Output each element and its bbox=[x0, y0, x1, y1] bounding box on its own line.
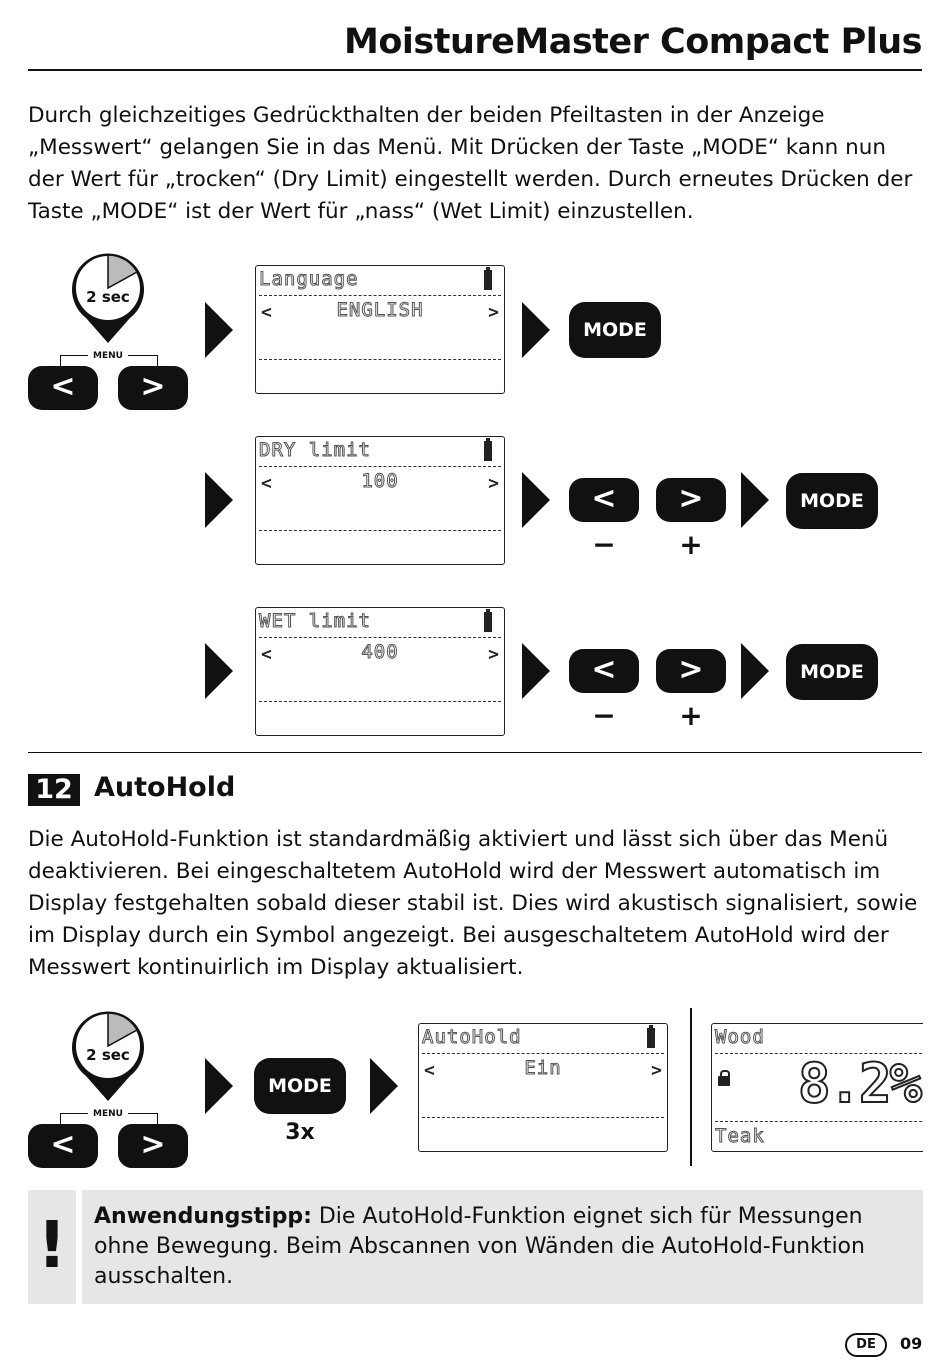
header-rule bbox=[28, 69, 922, 71]
lcd-divider bbox=[259, 637, 501, 638]
plus-label: + bbox=[679, 699, 703, 732]
lcd-divider bbox=[259, 466, 501, 467]
vertical-divider bbox=[690, 1008, 692, 1166]
language-badge: DE bbox=[845, 1333, 887, 1357]
lcd-left-chevron-icon: < bbox=[261, 644, 272, 665]
lcd-wood-screen bbox=[711, 1023, 923, 1152]
arrow-right-icon bbox=[741, 643, 769, 699]
battery-icon bbox=[484, 270, 492, 290]
lcd-value: Ein bbox=[524, 1057, 562, 1079]
lcd-divider bbox=[259, 359, 501, 360]
right-arrow-key[interactable]: > bbox=[118, 366, 188, 410]
left-arrow-key[interactable]: < bbox=[28, 366, 98, 410]
menu-label: MENU bbox=[88, 1109, 128, 1119]
lcd-value: ENGLISH bbox=[336, 299, 424, 321]
arrow-right-icon bbox=[370, 1058, 398, 1114]
lcd-right-chevron-icon: > bbox=[651, 1060, 662, 1081]
tip-body: Die AutoHold-Funktion eignet sich für Messungen ohne Bewegung. Beim Abscannen von Wänden die AutoHold-Funktion ausschalten. bbox=[94, 1204, 865, 1289]
right-arrow-key[interactable]: > bbox=[118, 1124, 188, 1168]
autohold-lock-shackle bbox=[720, 1070, 730, 1080]
right-arrow-key[interactable]: > bbox=[656, 649, 726, 693]
lcd-title: Language bbox=[259, 268, 359, 290]
section-title: AutoHold bbox=[94, 772, 236, 803]
lcd-divider bbox=[259, 701, 501, 702]
battery-icon bbox=[647, 1028, 655, 1048]
lcd-right-chevron-icon: > bbox=[488, 302, 499, 323]
arrow-right-icon bbox=[205, 643, 233, 699]
section-number: 12 bbox=[28, 774, 80, 806]
mode-key[interactable]: MODE bbox=[786, 473, 878, 529]
lcd-value: 100 bbox=[361, 470, 399, 492]
intro-paragraph: Durch gleichzeitiges Gedrückthalten der beiden Pfeiltasten in der Anzeige „Messwert“ gelangen Sie in das Menü. Mit Drücken der Taste „MODE“ kann nun der Wert für „trocken“ (Dry Limit) eingestellt werden. Durch erneutes Drücken der Taste „MODE“ ist der Wert für „nass“ (Wet Limit) einzustellen. bbox=[28, 103, 913, 224]
lcd-value: 400 bbox=[361, 641, 399, 663]
left-arrow-key[interactable]: < bbox=[569, 478, 639, 522]
battery-icon bbox=[484, 612, 492, 632]
lcd-divider bbox=[259, 530, 501, 531]
lcd-title: DRY limit bbox=[259, 439, 371, 461]
arrow-right-icon bbox=[522, 302, 550, 358]
lcd-divider bbox=[422, 1053, 664, 1054]
arrow-right-icon bbox=[522, 643, 550, 699]
lcd-dry-limit-screen bbox=[255, 436, 505, 565]
arrow-right-icon bbox=[205, 302, 233, 358]
menu-label: MENU bbox=[88, 351, 128, 361]
exclamation-icon: ! bbox=[37, 1209, 67, 1283]
plus-label: + bbox=[679, 528, 703, 561]
page-number: 09 bbox=[900, 1334, 923, 1353]
timer-2sec-icon bbox=[68, 248, 148, 343]
timer-2sec-icon bbox=[68, 1006, 148, 1101]
lcd-divider bbox=[715, 1121, 923, 1122]
minus-label: − bbox=[592, 528, 616, 561]
lcd-autohold-screen bbox=[418, 1023, 668, 1152]
right-arrow-key[interactable]: > bbox=[656, 478, 726, 522]
lcd-title: Wood bbox=[715, 1026, 765, 1048]
press-count: 3x bbox=[285, 1120, 315, 1145]
autohold-paragraph: Die AutoHold-Funktion ist standardmäßig aktiviert und lässt sich über das Menü deaktivieren. Bei eingeschaltetem AutoHold wird der Messwert automatisch im Display festgehalten sobald dieser stabil ist. Dies wird akustisch signalisiert, sowie im Display durch ein Symbol angezeigt. Bei ausgeschaltetem AutoHold wird der Messwert kontinuirlich im Display aktualisiert. bbox=[28, 827, 918, 980]
mode-key[interactable]: MODE bbox=[786, 644, 878, 700]
lcd-language-screen bbox=[255, 265, 505, 394]
lcd-wet-limit-screen bbox=[255, 607, 505, 736]
lcd-title: WET limit bbox=[259, 610, 371, 632]
left-arrow-key[interactable]: < bbox=[569, 649, 639, 693]
lcd-divider bbox=[259, 295, 501, 296]
lcd-right-chevron-icon: > bbox=[488, 473, 499, 494]
timer-label: 2 sec bbox=[86, 288, 130, 306]
lcd-big-value: 8.2% bbox=[798, 1052, 921, 1115]
lcd-left-chevron-icon: < bbox=[424, 1060, 435, 1081]
left-arrow-key[interactable]: < bbox=[28, 1124, 98, 1168]
tip-label: Anwendungstipp: bbox=[94, 1204, 312, 1229]
minus-label: − bbox=[592, 699, 616, 732]
mode-key[interactable]: MODE bbox=[254, 1058, 346, 1114]
timer-label: 2 sec bbox=[86, 1046, 130, 1064]
page-title: MoistureMaster Compact Plus bbox=[344, 22, 922, 62]
lcd-title: AutoHold bbox=[422, 1026, 522, 1048]
lcd-wood-type: Teak bbox=[715, 1125, 765, 1147]
lcd-left-chevron-icon: < bbox=[261, 302, 272, 323]
section-rule bbox=[28, 752, 922, 753]
lcd-left-chevron-icon: < bbox=[261, 473, 272, 494]
arrow-right-icon bbox=[205, 472, 233, 528]
battery-icon bbox=[484, 441, 492, 461]
mode-key[interactable]: MODE bbox=[569, 302, 661, 358]
arrow-right-icon bbox=[741, 472, 769, 528]
lcd-wood-screen-clip bbox=[711, 1023, 923, 1152]
tip-text bbox=[94, 1202, 914, 1292]
lcd-right-chevron-icon: > bbox=[488, 644, 499, 665]
arrow-right-icon bbox=[522, 472, 550, 528]
arrow-right-icon bbox=[205, 1058, 233, 1114]
lcd-divider bbox=[422, 1117, 664, 1118]
